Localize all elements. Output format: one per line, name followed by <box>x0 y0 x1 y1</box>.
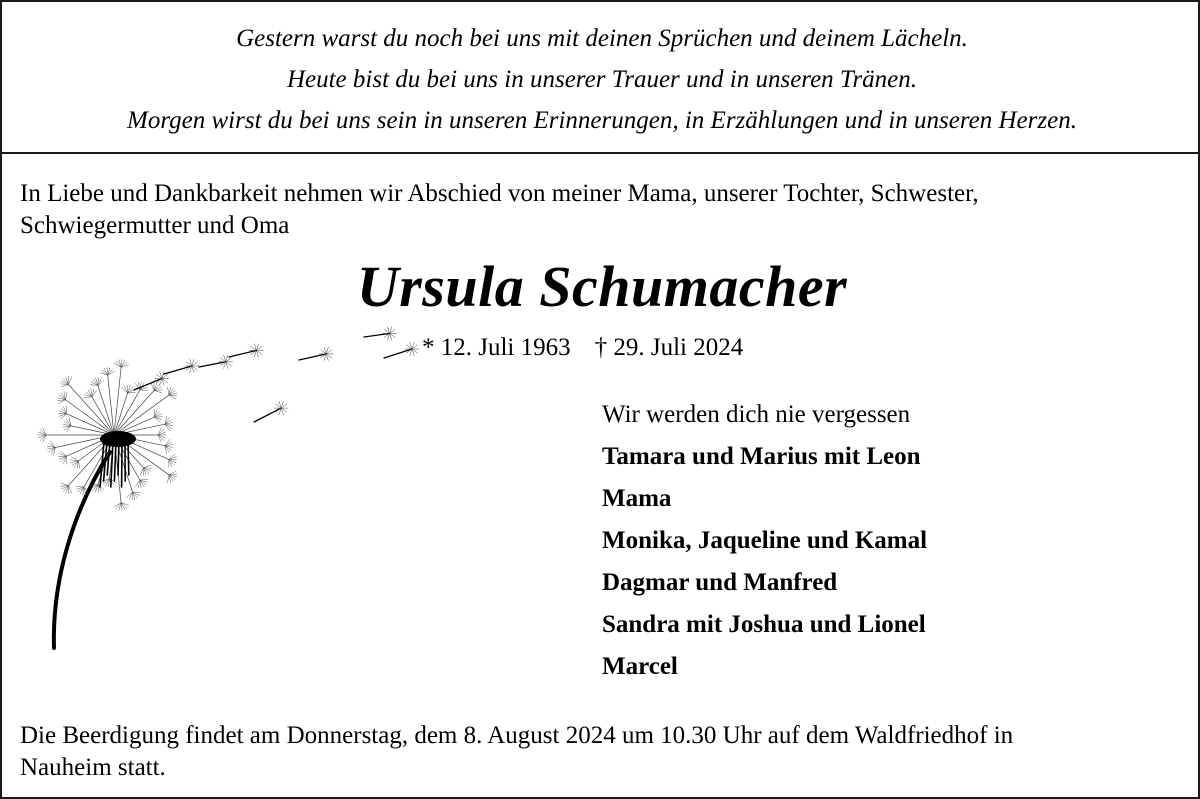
birth-date: * 12. Juli 1963 <box>422 334 571 361</box>
verse-line-1: Gestern warst du noch bei uns mit deinen Sprüchen und deinem Lächeln. <box>236 25 968 52</box>
funeral-line-2: Nauheim statt. <box>20 754 166 781</box>
mourner-name: Sandra mit Joshua und Lionel <box>602 611 926 638</box>
mourner-name: Tamara und Marius mit Leon <box>602 443 921 470</box>
deceased-name: Ursula Schumacher <box>356 254 848 319</box>
verse <box>2 18 1200 141</box>
intro-line-1: In Liebe und Dankbarkeit nehmen wir Abschied von meiner Mama, unserer Tochter, Schwester, <box>20 180 979 207</box>
mourner-name: Marcel <box>602 653 678 680</box>
mourner-name: Mama <box>602 485 672 512</box>
mourner-name: Dagmar und Manfred <box>602 569 838 596</box>
divider <box>2 152 1198 154</box>
mourner-name: Monika, Jaqueline und Kamal <box>602 527 928 554</box>
dandelion-icon <box>32 302 432 662</box>
mourners-lead: Wir werden dich nie vergessen <box>602 401 911 428</box>
funeral-notice <box>20 720 1180 784</box>
verse-line-2: Heute bist du bei uns in unserer Trauer und in unseren Tränen. <box>286 66 918 93</box>
intro-text <box>20 178 1180 242</box>
funeral-line-1: Die Beerdigung findet am Donnerstag, dem 8. August 2024 um 10.30 Uhr auf dem Waldfriedhof in <box>20 722 1014 749</box>
verse-line-3: Morgen wirst du bei uns sein in unseren Erinnerungen, in Erzählungen und in unseren Herzen. <box>127 107 1077 134</box>
mourners <box>602 394 1162 688</box>
life-dates <box>422 332 743 364</box>
death-date: † 29. Juli 2024 <box>594 334 744 361</box>
intro-line-2: Schwiegermutter und Oma <box>20 212 290 239</box>
